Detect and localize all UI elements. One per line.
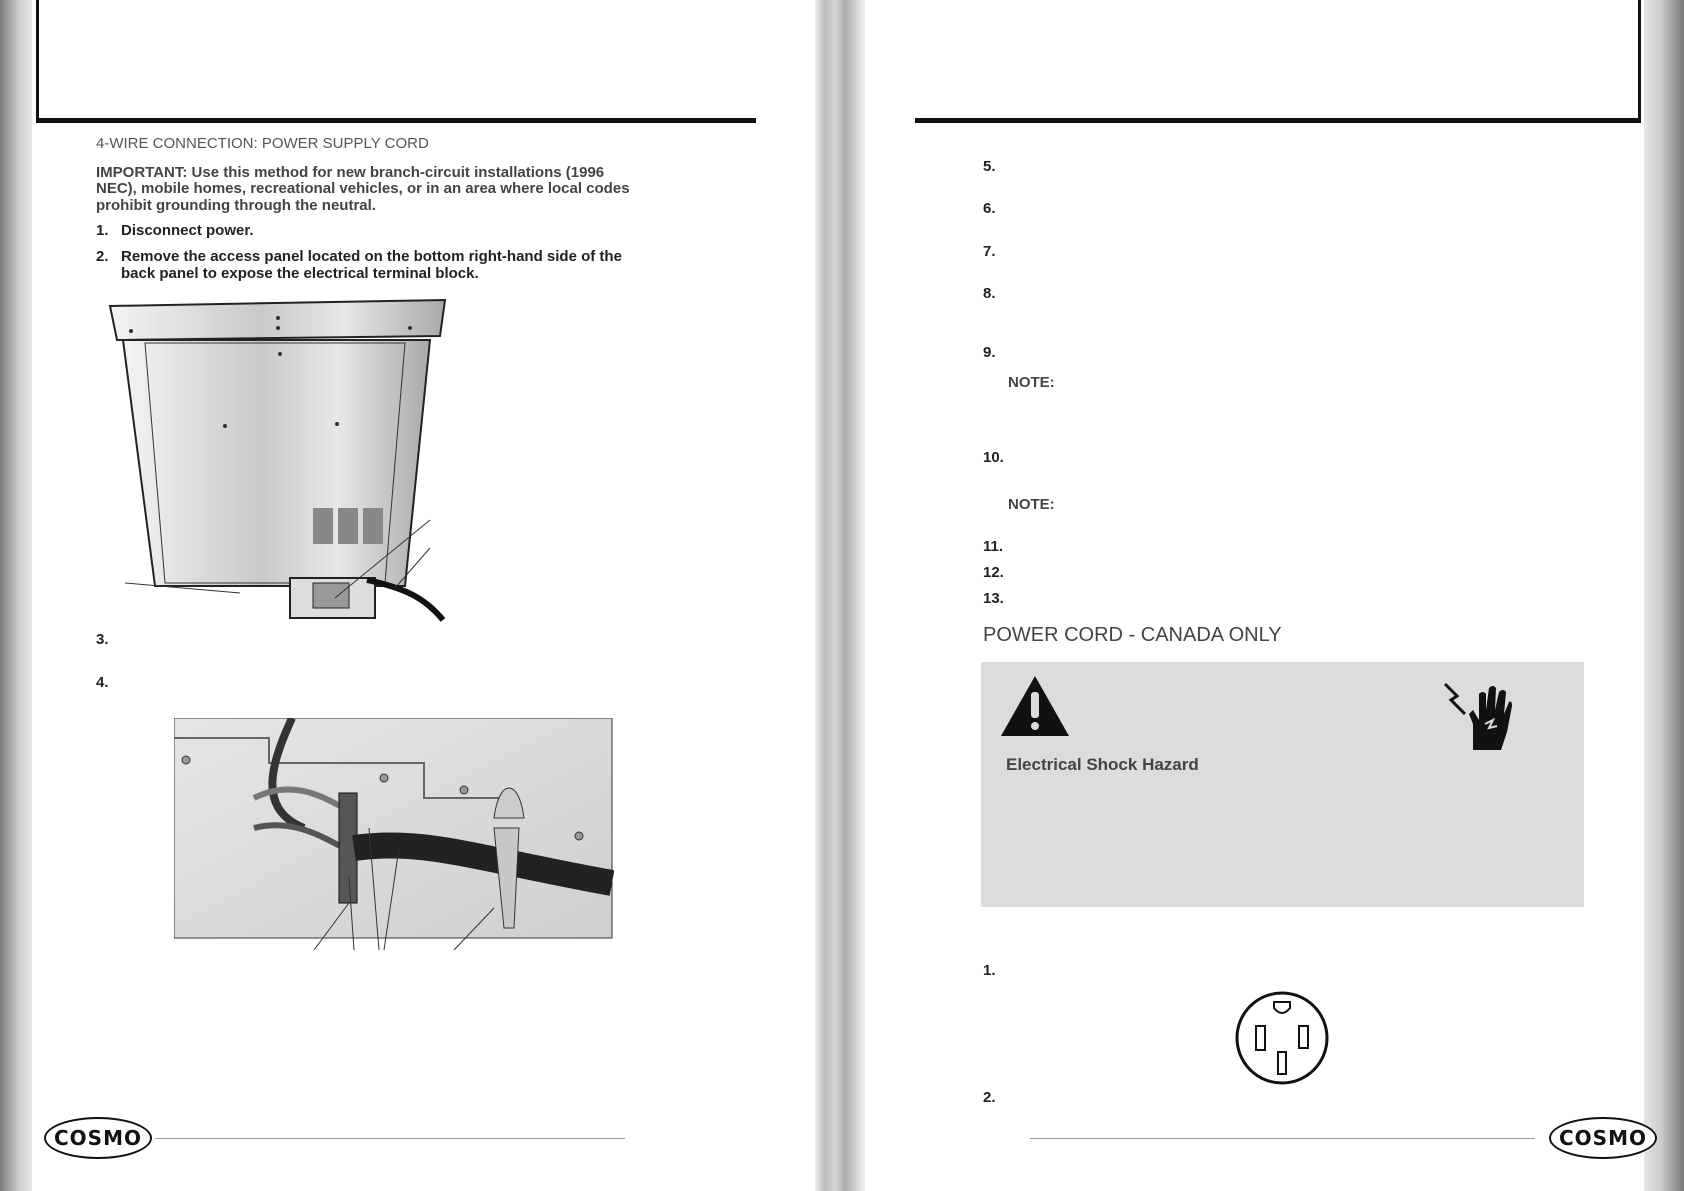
note-label: NOTE: [1008, 496, 1055, 513]
warning-box [981, 662, 1584, 907]
left-header-rule [36, 118, 756, 123]
step-number: 2. [96, 248, 109, 265]
right-header-rule [915, 118, 1641, 123]
step-number: 6. [983, 200, 996, 217]
warning-title: Electrical Shock Hazard [1006, 755, 1199, 774]
terminal-block-illustration [174, 718, 614, 950]
step-number: 4. [96, 674, 109, 691]
step-number: 7. [983, 243, 996, 260]
footer-rule [1030, 1138, 1535, 1139]
note-label: NOTE: [1008, 374, 1055, 391]
step-text-line: back panel to expose the electrical terminal block. [121, 265, 479, 282]
range-back-illustration [105, 298, 450, 624]
right-page-edge [1644, 0, 1684, 1191]
book-spine [815, 0, 865, 1191]
step-number: 2. [983, 1089, 996, 1106]
step-text: Disconnect power. [121, 222, 254, 239]
outlet-icon [1234, 990, 1330, 1086]
warning-triangle-icon [999, 674, 1071, 738]
important-line-1: IMPORTANT: Use this method for new branch-circuit installations (1996 [96, 164, 605, 181]
left-margin-line [36, 0, 39, 122]
step-number: 10. [983, 449, 1004, 466]
electric-hand-icon [1443, 680, 1513, 752]
step-number: 9. [983, 344, 996, 361]
step-number: 11. [983, 538, 1004, 555]
important-line-3: prohibit grounding through the neutral. [96, 197, 376, 214]
step-number: 1. [983, 962, 996, 979]
cosmo-logo: COSMO [1549, 1117, 1657, 1159]
section-title: 4-WIRE CONNECTION: POWER SUPPLY CORD [96, 135, 429, 152]
step-text-line: Remove the access panel located on the bottom right-hand side of the [121, 248, 622, 265]
footer-rule [155, 1138, 625, 1139]
important-line-2: NEC), mobile homes, recreational vehicles, or in an area where local codes [96, 180, 630, 197]
step-number: 5. [983, 158, 996, 175]
step-number: 13. [983, 590, 1004, 607]
cosmo-logo: COSMO [44, 1117, 152, 1159]
step-number: 3. [96, 631, 109, 648]
step-number: 12. [983, 564, 1004, 581]
right-margin-line [1638, 0, 1641, 122]
step-number: 1. [96, 222, 109, 239]
left-page-edge [0, 0, 32, 1191]
step-number: 8. [983, 285, 996, 302]
section-heading: POWER CORD - CANADA ONLY [983, 624, 1282, 646]
